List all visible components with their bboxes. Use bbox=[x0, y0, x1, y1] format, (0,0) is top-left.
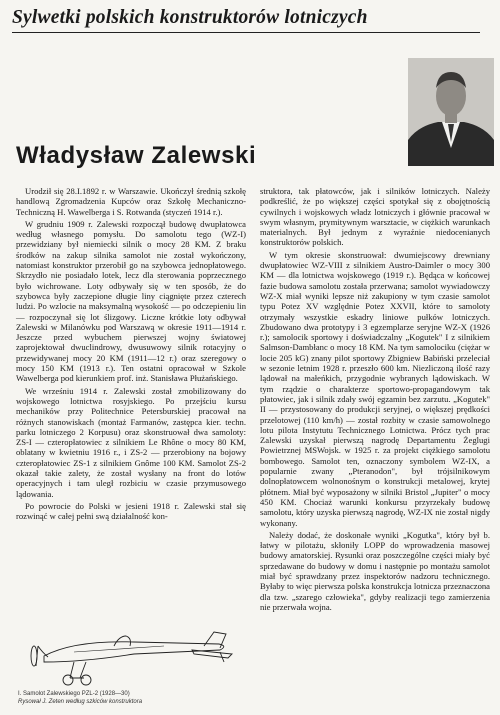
paragraph: struktora, tak płatowców, jak i silników lotniczych. Należy podkreślić, że po większej części spotykał się z obojętnością cywilnych i wojskowych władz lotniczych i głównie pracował w swym własnym, prymitywnym warsztacie, w ciężkich warunkach materialnych. Był jednym z wyraźnie niedocenianych konstruktorów polskich. bbox=[260, 186, 490, 248]
paragraph: We wrześniu 1914 r. Zalewski został zmobilizowany do wojskowego lotnictwa rosyjskiego. Po przejściu kursu mechaników przy Politechnice Petersburskiej pracował na różnych stanowiskach (montaż Farmanów, zastępca kier. techn. parku lotniczego 2 Korpusu) oraz skonstruował dwa samoloty: ZS-I — czteropłatowiec z silnikiem Le Rhône o mocy 80 KM, oblatany w kwietniu 1916 r., i ZS-2 — przerobiony na bojowy czteropłatowiec ZS-1 z silnikiem Gnôme 100 KM. Samolot ZS-2 okazał takie zalety, że został wysłany na front do lotów operacyjnych i tam uległ rozbiciu w czasie przymusowego lądowania. bbox=[16, 385, 246, 499]
section-header bbox=[12, 6, 478, 30]
caption-credit: Rysował J. Zeten według szkiców konstruktora bbox=[18, 699, 143, 705]
header-divider bbox=[12, 32, 480, 33]
portrait-icon bbox=[408, 58, 494, 166]
header-title: Sylwetki polskich konstruktorów lotniczych bbox=[12, 7, 368, 28]
paragraph: W tym okresie skonstruował: dwumiejscowy drewniany dwupłatowiec WZ-VIII z silnikiem Austro-Daimler o mocy 300 KM — dla lotnictwa wojskowego (1919 r.). Będąca w końcowej fazie budowa samolotu została przerwana; samolot wywiadowczy WZ-X miał wyniki lepsze niż zakupiony w tym czasie samolot typu Potez XV względnie Potez XXVII, które to samoloty otrzymały wszystkie eskadry liniowe pułków lotniczych. Zbudowano dwa prototypy i 3 egzemplarze seryjne WZ-X (1926 r.); samolocik sportowy i doświadczalny „Kogutek" I z silnikiem Salmson-Dambłanc o mocy 18 KM. Na tym samolociku (ciężar w locie 205 kG) znany pilot sportowy Zbigniew Babiński przeleciał w sezonie letnim 1928 r. przeszło 600 km. Niezliczoną ilość razy lądował na małeńkich, przygodnie wybranych lądowiskach. W tym rządzie o charakterze sportowo-propagandowym tak płatowiec, jak i silnik zdały swój egzamin bez zarzutu. „Kogutek" II — przystosowany do produkcji seryjnej, o większej prędkości przelotowej (110 km/h) — został rozbity w czasie samowolnego lotu pilota Instytutu Technicznego Lotnictwa. Prócz tych prac Zalewski uzyskał pierwszą nagrodę Departamentu Żeglugi Powietrznej MSWojsk. w 1925 r. za projekt ciężkiego samolotu bombowego. Samolot ten, oznaczony symbolem WZ-IX, a popularnie zwany „Pteranodon", był trójsilnikowym dolnopłatowcem wolnonośnym o konstrukcji metalowej, krytej płótnem. Miał być wyposażony w silniki Bristol „Jupiter" o mocy 450 KM. Chociaż warunki konkursu przyrzekały budowę samolotu, który uzyska pierwszą nagrodę, WZ-IX nie został nigdy wykonany. bbox=[260, 249, 490, 528]
aircraft-illustration bbox=[14, 622, 246, 692]
paragraph: W grudniu 1909 r. Zalewski rozpoczął budowę dwupłatowca według własnego pomysłu. Do samolotu tego (WZ-I) przewidziany był niemiecki silnik o mocy 28 KM. Z braku środków na zakup silnika samolot nie został wykończony, natomiast konstruktor przerobił go na szybowca jednopłatowego. Skrzydło nie posiadało lotek, lecz dla sterowania poprzecznego było wichrowane. Loty odbywały się w ten sposób, że do szybowca były zaczepione długie liny ciągnięte przez czterech ludzi. Po wzlocie na maksymalną wysokość — po odczepieniu lin — rozpoczynał się lot ślizgowy. Liczne krótkie loty odbywał Zalewski w Milanówku pod Warszawą w okresie 1911—1914 r. Jeszcze przed wybuchem pierwszej wojny światowej zaprojektował dwuclindrowy, dwusuwowy silnik rotacyjny o przewidywanej mocy 20 KM (1911—12 r.) oraz szeregowy o mocy 150 KM (1913 r.). Ten ostatni opracował w Szkole Wawelberga pod kierunkiem prof. inż. Stanisława Płużańskiego. bbox=[16, 218, 246, 384]
paragraph: Po powrocie do Polski w jesieni 1918 r. Zalewski stał się rozwinąć w całej pełni swą działalność kon- bbox=[16, 500, 246, 522]
right-column bbox=[260, 186, 490, 614]
person-name: Władysław Zalewski bbox=[16, 142, 257, 169]
portrait-photo bbox=[408, 58, 494, 166]
figure-caption bbox=[18, 690, 248, 706]
paragraph: Urodził się 28.I.1892 r. w Warszawie. Ukończył średnią szkołę handlową Zgromadzenia Kupców oraz Szkołę Mechaniczno-Techniczną H. Wawelberga i S. Rotwanda (styczeń 1914 r.). bbox=[16, 186, 246, 217]
paragraph: Należy dodać, że doskonałe wyniki „Kogutka", który był b. łatwy w pilotażu, skłoniły LOPP do wprowadzenia masowej budowy amatorskiej. Rysunki oraz poszczególne części miały być sprzedawane do budowy w domu i następnie po montażu samolot miał być sprawdzany przez inspektorów nadzoru technicznego. Byłaby to więc pierwsza polska konstrukcja lotnicza przeznaczona dla tzw. „szarego człowieka", gdyby realizacji tego zamierzenia nie przerwała wojna. bbox=[260, 529, 490, 612]
caption-title: I. Samolot Zalewskiego PZL-2 (1928—30) bbox=[18, 691, 130, 697]
left-column bbox=[16, 186, 246, 524]
monoplane-icon bbox=[14, 622, 246, 692]
